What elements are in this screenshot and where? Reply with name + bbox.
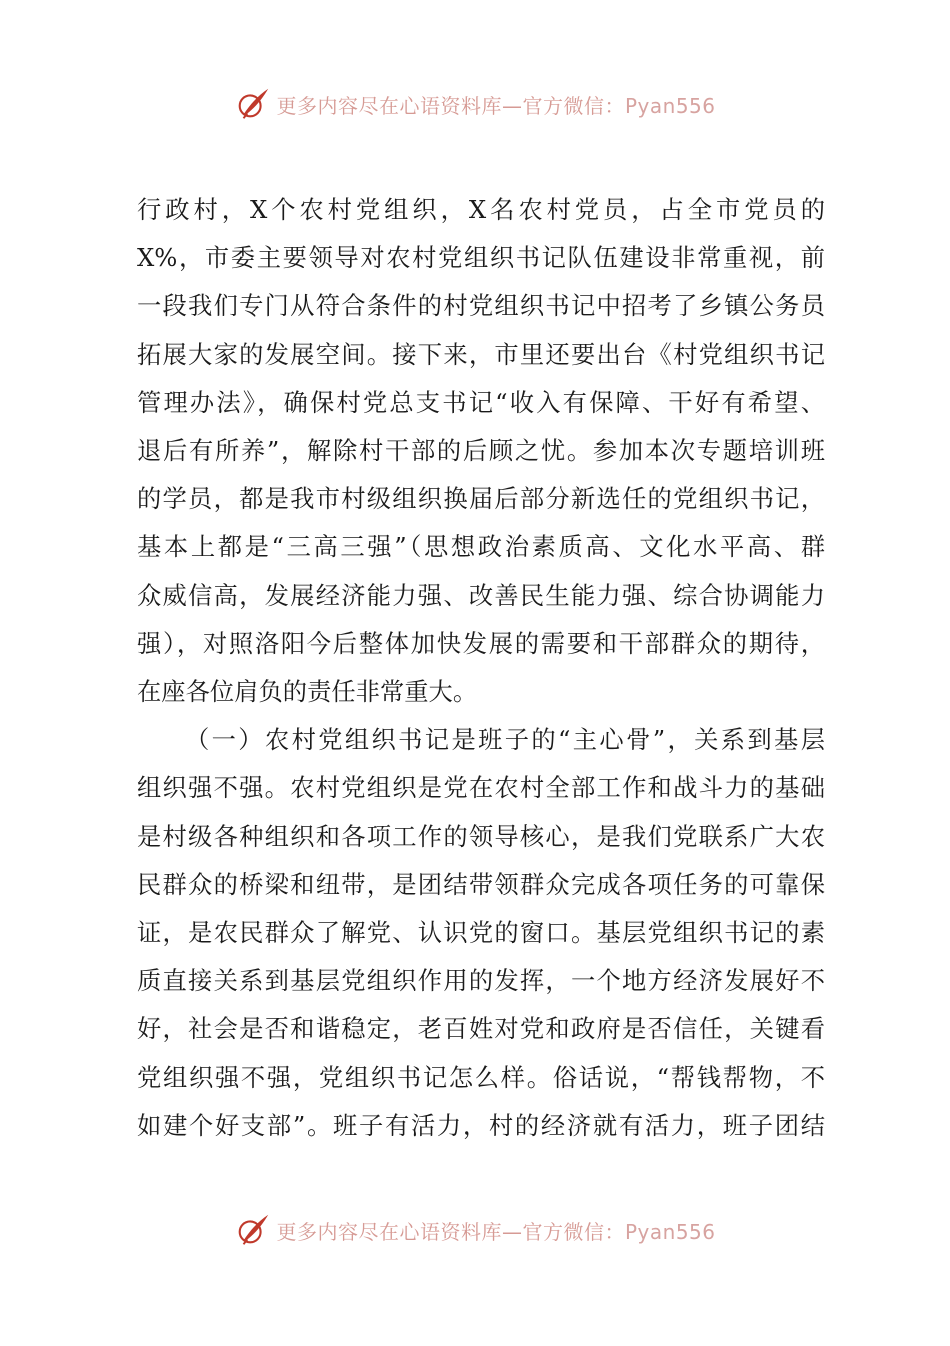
text-line: 如建个好支部”。班子有活力，村的经济就有活力，班子团结 <box>137 1110 825 1140</box>
text-line: 基本上都是“三高三强”（思想政治素质高、文化水平高、群 <box>137 532 825 562</box>
text-line: 拓展大家的发展空间。接下来，市里还要出台《村党组织书记 <box>137 339 825 369</box>
text-line: （一）农村党组织书记是班子的“主心骨”，关系到基层 <box>185 725 825 755</box>
text-line: 党组织强不强，党组织书记怎么样。俗话说，“帮钱帮物，不 <box>137 1062 825 1092</box>
text-line: 强），对照洛阳今后整体加快发展的需要和干部群众的期待， <box>137 628 825 658</box>
paragraph <box>137 186 825 668</box>
text-line: 组织强不强。农村党组织是党在农村全部工作和战斗力的基础 <box>137 773 825 803</box>
text-line: X%，市委主要领导对农村党组织书记队伍建设非常重视，前 <box>137 243 825 273</box>
text-line: 证，是农民群众了解党、认识党的窗口。基层党组织书记的素 <box>137 918 825 948</box>
watermark-text: 更多内容尽在心语资料库—官方微信：Pyan556 <box>276 93 716 118</box>
text-line: 的学员，都是我市村级组织换届后部分新选任的党组织书记， <box>137 484 825 514</box>
text-line: 行政村，X个农村党组织，X名农村党员，占全市党员的 <box>137 195 825 224</box>
text-line: 民群众的桥梁和纽带，是团结带领群众完成各项任务的可靠保 <box>137 869 825 899</box>
quill-logo-icon <box>234 85 272 123</box>
text-line: 在座各位肩负的责任非常重大。 <box>137 677 478 707</box>
text-line: 一段我们专门从符合条件的村党组织书记中招考了乡镇公务员 <box>137 291 825 321</box>
quill-logo-icon <box>234 1211 272 1249</box>
document-body <box>137 186 825 1150</box>
text-line: 众威信高，发展经济能力强、改善民生能力强、综合协调能力 <box>137 580 825 610</box>
text-line: 好，社会是否和谐稳定，老百姓对党和政府是否信任，关键看 <box>137 1014 825 1044</box>
text-line: 是村级各种组织和各项工作的领导核心，是我们党联系广大农 <box>137 821 825 851</box>
text-line: 管理办法》，确保村党总支书记“收入有保障、干好有希望、 <box>137 387 825 417</box>
paragraph <box>137 716 825 1150</box>
paragraph-last-line <box>137 668 825 716</box>
text-line: 退后有所养”，解除村干部的后顾之忧。参加本次专题培训班 <box>137 436 825 466</box>
text-line: 质直接关系到基层党组织作用的发挥，一个地方经济发展好不 <box>137 966 825 996</box>
watermark-banner-bottom <box>0 1210 950 1250</box>
watermark-text: 更多内容尽在心语资料库—官方微信：Pyan556 <box>276 1219 716 1244</box>
watermark-banner-top <box>0 84 950 124</box>
